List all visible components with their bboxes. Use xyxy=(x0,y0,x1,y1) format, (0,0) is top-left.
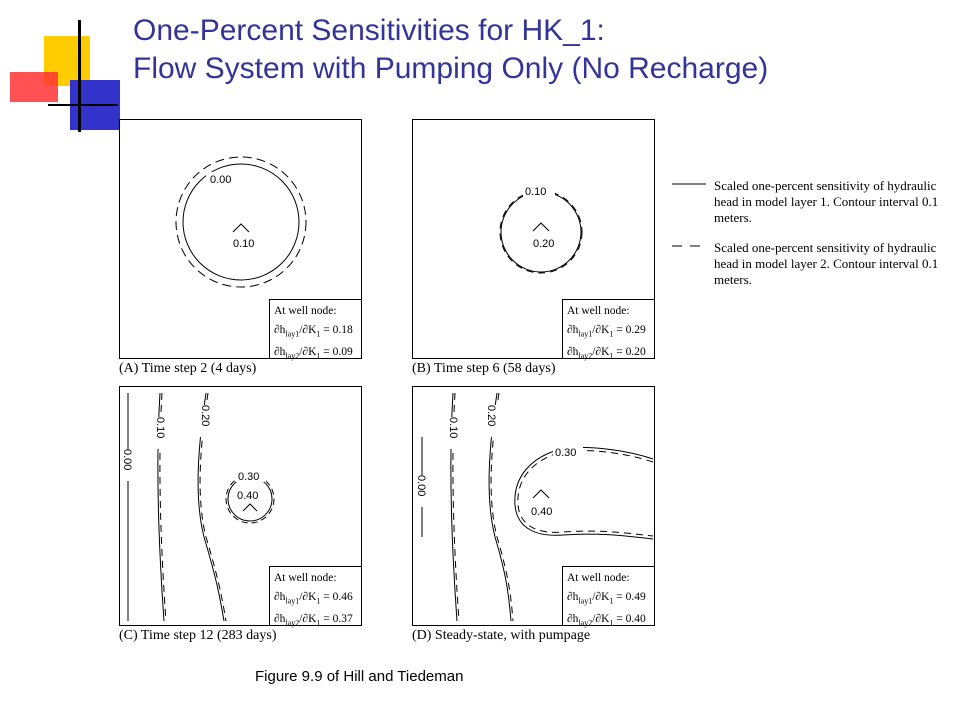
title-line-2: Flow System with Pumping Only (No Recharge) xyxy=(133,52,769,85)
contour-label: 0.20 xyxy=(533,238,555,250)
figure-source-caption: Figure 9.9 of Hill and Tiedeman xyxy=(255,668,464,685)
inset-lay2: $\partial h_{lay2}/\partial K_1 = 0.40$ xyxy=(567,613,646,628)
inset-lay1: $\partial h_{lay1}/\partial K_1 = 0.49$ xyxy=(567,591,646,606)
logo-red-square xyxy=(10,72,58,102)
panel-c xyxy=(119,386,362,626)
well-marker xyxy=(233,224,249,232)
contour-label: 0.20 xyxy=(199,405,211,427)
panel-b-caption: (B) Time step 6 (58 days) xyxy=(412,361,556,376)
inset-lay2: $\partial h_{lay2}/\partial K_1 = 0.37$ xyxy=(274,613,353,628)
well-node-box xyxy=(562,299,655,359)
inset-lay2: $\partial h_{lay2}/\partial K_1 = 0.20$ xyxy=(567,346,646,361)
inset-lay1: $\partial h_{lay1}/\partial K_1 = 0.18$ xyxy=(274,324,353,339)
page-title xyxy=(133,12,953,88)
contour-layer2 xyxy=(176,157,306,287)
well-node-box xyxy=(269,566,362,626)
contour-label: 0.30 xyxy=(555,447,577,459)
contour-label: 0.10 xyxy=(525,186,547,198)
title-line-1: One-Percent Sensitivities for HK_1: xyxy=(133,14,605,47)
logo-vertical-line xyxy=(78,20,81,132)
inset-heading: At well node: xyxy=(567,305,630,317)
well-node-box xyxy=(269,299,362,359)
panel-b xyxy=(412,119,655,359)
inset-heading: At well node: xyxy=(274,305,337,317)
panel-a xyxy=(119,119,362,359)
contour-label: 0.40 xyxy=(531,506,553,518)
contour-layer2 xyxy=(500,191,582,273)
contour-label: 0.10 xyxy=(233,238,255,250)
inset-lay1: $\partial h_{lay1}/\partial K_1 = 0.46$ xyxy=(274,591,353,606)
inset-heading: At well node: xyxy=(274,572,337,584)
inset-lay2: $\partial h_{lay2}/\partial K_1 = 0.09$ xyxy=(274,346,353,361)
logo-horizontal-line xyxy=(48,104,118,106)
well-marker xyxy=(533,223,549,231)
contour-label: 0.20 xyxy=(485,405,497,427)
panel-d-caption: (D) Steady-state, with pumpage xyxy=(412,628,591,643)
panel-a-caption: (A) Time step 2 (4 days) xyxy=(119,361,257,376)
contour-label: 0.10 xyxy=(447,417,459,439)
inset-lay1: $\partial h_{lay1}/\partial K_1 = 0.29$ xyxy=(567,324,646,339)
legend-dashed-text: Scaled one-percent sensitivity of hydraulic head in model layer 2. Contour interval 0.1 meters. xyxy=(714,240,939,287)
contour-layer1 xyxy=(515,447,653,539)
contour-label: 0.00 xyxy=(210,174,232,186)
contour-label: 0.00 xyxy=(415,475,427,497)
contour-layer1 xyxy=(183,164,299,280)
contour-layer1 xyxy=(501,192,581,272)
well-node-box xyxy=(562,566,655,626)
solid-line-icon xyxy=(672,182,708,186)
panel-c-caption: (C) Time step 12 (283 days) xyxy=(119,628,277,643)
well-marker xyxy=(243,504,257,511)
inset-heading: At well node: xyxy=(567,572,630,584)
contour-label: 0.30 xyxy=(238,471,260,483)
contour-label: 0.00 xyxy=(121,449,133,471)
contour-label: 0.10 xyxy=(154,417,166,439)
panel-d xyxy=(412,386,655,626)
well-marker xyxy=(533,490,549,498)
legend-solid-text: Scaled one-percent sensitivity of hydraulic head in model layer 1. Contour interval 0.1 meters. xyxy=(714,178,939,225)
contour-label: 0.40 xyxy=(237,490,259,502)
dashed-line-icon xyxy=(672,244,708,248)
